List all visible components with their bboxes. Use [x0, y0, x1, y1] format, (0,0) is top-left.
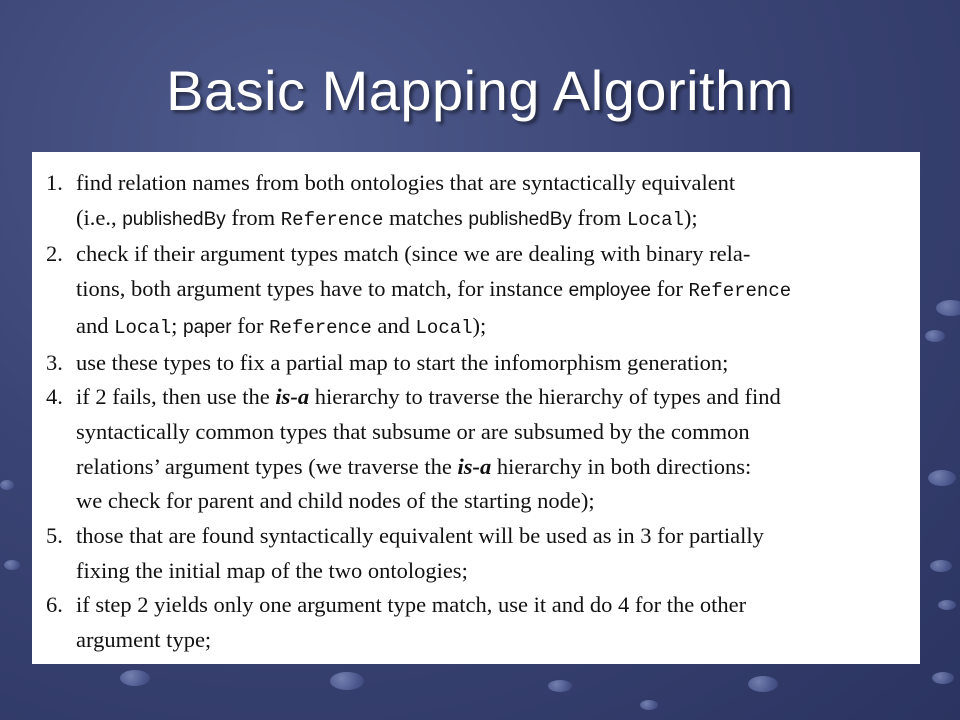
emphasized-term: is-a — [275, 384, 310, 410]
text-segment: argument type; — [76, 627, 212, 653]
text-segment: and — [371, 312, 416, 338]
code-term: Local — [626, 208, 684, 231]
text-segment: (i.e., — [76, 204, 123, 230]
text-segment: find relation names from both ontologies that are syntactically equivalent — [76, 170, 736, 195]
identifier-term: publishedBy — [122, 208, 226, 230]
text-segment: those that are found syntactically equivalent will be used as in 3 for partially — [76, 523, 764, 549]
algorithm-step-list — [46, 166, 898, 658]
text-segment: ); — [472, 312, 487, 338]
background-bubble — [936, 300, 960, 316]
background-bubble — [120, 670, 150, 686]
background-bubble — [548, 680, 572, 692]
algorithm-step — [46, 237, 898, 345]
identifier-term: paper — [183, 316, 232, 338]
step-number: 5. — [46, 523, 63, 549]
algorithm-step — [46, 166, 898, 237]
text-segment: tions, both argument types have to match, for instance — [76, 276, 569, 302]
text-segment: check if their argument types match (since we are dealing with binary rela- — [76, 241, 751, 267]
text-segment: relations’ argument types (we traverse the — [76, 453, 458, 479]
text-segment: use these types to fix a partial map to start the infomorphism generation; — [76, 349, 729, 375]
text-segment: syntactically common types that subsume or are subsumed by the common — [76, 418, 750, 444]
step-text-line — [76, 484, 898, 519]
step-text-line — [76, 415, 898, 450]
code-term: Reference — [269, 316, 372, 339]
text-segment: ); — [683, 204, 698, 230]
background-bubble — [932, 672, 954, 684]
step-text — [76, 519, 898, 588]
text-segment: fixing the initial map of the two ontologies; — [76, 557, 468, 583]
step-text-line — [76, 380, 898, 415]
algorithm-step — [46, 380, 898, 519]
background-bubble — [748, 676, 778, 692]
step-text-line — [76, 346, 898, 381]
step-number: 6. — [46, 592, 63, 618]
step-text-line — [76, 519, 898, 554]
step-number: 4. — [46, 384, 63, 410]
slide-title: Basic Mapping Algorithm — [166, 59, 794, 122]
identifier-term: employee — [568, 280, 651, 302]
text-segment: we check for parent and child nodes of the starting node); — [76, 488, 595, 514]
emphasized-term: is-a — [457, 453, 492, 479]
background-bubble — [930, 560, 952, 572]
background-bubble — [330, 672, 364, 690]
text-segment: if 2 fails, then use the — [76, 384, 276, 410]
step-text-line — [76, 201, 898, 238]
text-segment: from — [225, 204, 281, 230]
code-term: Local — [114, 316, 172, 339]
identifier-term: publishedBy — [468, 208, 572, 230]
background-bubble — [925, 330, 945, 342]
code-term: Reference — [688, 280, 792, 303]
text-segment: if step 2 yields only one argument type match, use it and do 4 for the other — [76, 592, 747, 618]
step-text — [76, 588, 898, 657]
step-text — [76, 346, 898, 381]
text-segment: matches — [383, 204, 469, 230]
text-segment: for — [651, 276, 689, 302]
text-segment: for — [231, 312, 270, 338]
step-text — [76, 380, 898, 519]
background-bubble — [0, 480, 14, 490]
text-segment: from — [571, 204, 627, 230]
background-bubble — [4, 560, 20, 570]
step-number: 3. — [46, 349, 63, 375]
text-segment: hierarchy in both directions: — [491, 453, 752, 479]
step-text-line — [76, 166, 898, 201]
algorithm-step — [46, 346, 898, 381]
text-segment: and — [76, 312, 115, 338]
algorithm-step — [46, 588, 898, 657]
step-text-line — [76, 237, 898, 272]
text-segment: ; — [171, 312, 184, 338]
step-text — [76, 166, 898, 237]
step-text-line — [76, 623, 898, 658]
background-bubble — [938, 600, 956, 610]
code-term: Reference — [280, 208, 384, 231]
step-number: 1. — [46, 170, 63, 195]
step-text-line — [76, 588, 898, 623]
step-text-line — [76, 554, 898, 589]
code-term: Local — [415, 316, 473, 339]
text-segment: hierarchy to traverse the hierarchy of types and find — [309, 384, 781, 410]
step-text-line — [76, 309, 898, 346]
algorithm-text-panel — [32, 152, 920, 664]
algorithm-step — [46, 519, 898, 588]
background-bubble — [928, 470, 956, 486]
step-number: 2. — [46, 241, 63, 267]
step-text-line — [76, 450, 898, 485]
step-text-line — [76, 272, 898, 309]
background-bubble — [640, 700, 658, 710]
step-text — [76, 237, 898, 345]
